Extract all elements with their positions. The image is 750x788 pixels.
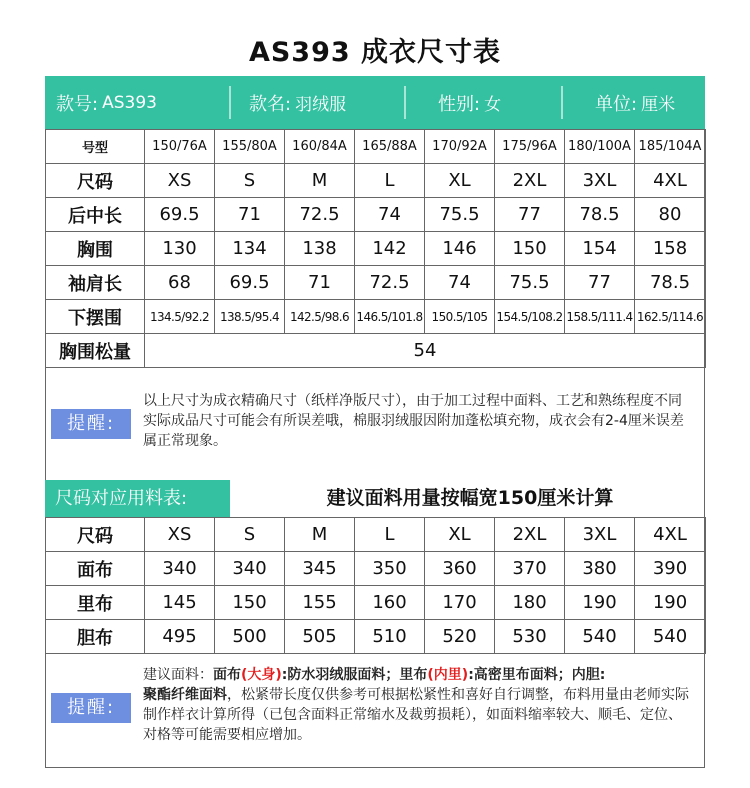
- model-number-value: AS393: [102, 92, 157, 113]
- row-label: 里布: [46, 586, 145, 620]
- unit-key: 单位:: [595, 93, 638, 115]
- table-cell: 74: [425, 266, 495, 300]
- table-cell: XL: [425, 164, 495, 198]
- table-cell: 360: [425, 552, 495, 586]
- page-title: AS393 成衣尺寸表: [248, 37, 502, 68]
- table-cell: 150.5/105: [425, 300, 495, 334]
- fabric-usage-label: 尺码对应用料表:: [45, 480, 230, 517]
- table-cell: 69.5: [145, 198, 215, 232]
- table-cell: XS: [145, 164, 215, 198]
- table-cell: 138.5/95.4: [215, 300, 285, 334]
- table-cell: L: [355, 164, 425, 198]
- table-row: [46, 552, 706, 586]
- table-cell: 155: [285, 586, 355, 620]
- row-label: 号型: [46, 130, 145, 164]
- table-cell: 68: [145, 266, 215, 300]
- fabric-reminder-note: [45, 651, 705, 768]
- table-cell: 75.5: [495, 266, 565, 300]
- table-cell: 165/88A: [355, 130, 425, 164]
- reminder-text: 以上尺寸为成衣精确尺寸（纸样净版尺寸），由于加工过程中面料、工艺和熟练程度不同实际成品尺寸可能会有所误差哦，棉服羽绒服因附加蓬松填充物，成衣会有2-4厘米误差属正常现象。: [143, 393, 684, 449]
- row-label: 胸围: [46, 232, 145, 266]
- table-cell: 155/80A: [215, 130, 285, 164]
- chest-ease-label: 胸围松量: [46, 334, 145, 368]
- table-cell: 150: [495, 232, 565, 266]
- table-cell: 69.5: [215, 266, 285, 300]
- table-cell: 138: [285, 232, 355, 266]
- style-name-key: 款名:: [249, 93, 292, 115]
- table-cell: 180: [495, 586, 565, 620]
- table-cell: 71: [215, 198, 285, 232]
- table-cell: 4XL: [635, 164, 706, 198]
- gender: [406, 76, 563, 129]
- table-cell: 180/100A: [565, 130, 635, 164]
- row-label: 胆布: [46, 620, 145, 654]
- info-header: [45, 76, 705, 129]
- table-cell: S: [215, 164, 285, 198]
- lining-tag: (内里): [427, 667, 469, 683]
- table-cell: XS: [145, 518, 215, 552]
- lining-desc: :高密里布面料；内胆:: [468, 667, 606, 683]
- face-fabric-desc: :防水羽绒服面料；里布: [281, 667, 428, 683]
- table-cell: 146: [425, 232, 495, 266]
- fabric-usage-subtitle: 建议面料用量按幅宽150厘米计算: [326, 487, 614, 509]
- size-chart-table: [45, 129, 706, 368]
- table-cell: 2XL: [495, 518, 565, 552]
- fabric-reminder-badge: 提醒:: [51, 693, 131, 723]
- table-cell: 500: [215, 620, 285, 654]
- table-cell: 350: [355, 552, 425, 586]
- table-cell: 150/76A: [145, 130, 215, 164]
- table-cell: L: [355, 518, 425, 552]
- table-cell: 520: [425, 620, 495, 654]
- table-cell: 162.5/114.6: [635, 300, 706, 334]
- table-cell: 142: [355, 232, 425, 266]
- fabric-usage-header: [45, 480, 705, 517]
- table-cell: 390: [635, 552, 706, 586]
- fabric-usage-table: [45, 517, 706, 654]
- row-label: 袖肩长: [46, 266, 145, 300]
- table-cell: 540: [565, 620, 635, 654]
- table-row: [46, 586, 706, 620]
- table-row: [46, 620, 706, 654]
- table-cell: 72.5: [285, 198, 355, 232]
- table-cell: 370: [495, 552, 565, 586]
- table-cell: 530: [495, 620, 565, 654]
- row-label: 后中长: [46, 198, 145, 232]
- table-cell: 175/96A: [495, 130, 565, 164]
- table-row: [46, 232, 706, 266]
- table-cell: 74: [355, 198, 425, 232]
- table-cell: M: [285, 518, 355, 552]
- table-cell: 505: [285, 620, 355, 654]
- chest-ease-value: 54: [145, 334, 706, 368]
- table-cell: 154: [565, 232, 635, 266]
- row-label: 面布: [46, 552, 145, 586]
- table-cell: 160: [355, 586, 425, 620]
- reminder-badge: 提醒:: [51, 409, 131, 439]
- table-cell: 145: [145, 586, 215, 620]
- table-cell: 495: [145, 620, 215, 654]
- face-fabric-tag: (大身): [241, 667, 282, 683]
- table-cell: 80: [635, 198, 706, 232]
- table-cell: 2XL: [495, 164, 565, 198]
- table-cell: 146.5/101.8: [355, 300, 425, 334]
- face-fabric-label: 面布: [213, 667, 241, 683]
- table-cell: M: [285, 164, 355, 198]
- table-cell: 340: [145, 552, 215, 586]
- table-cell: 77: [565, 266, 635, 300]
- gender-value: 女: [484, 95, 502, 115]
- table-cell: 540: [635, 620, 706, 654]
- table-cell: 170/92A: [425, 130, 495, 164]
- table-cell: XL: [425, 518, 495, 552]
- style-name-value: 羽绒服: [295, 95, 347, 115]
- table-cell: 185/104A: [635, 130, 706, 164]
- table-cell: 158: [635, 232, 706, 266]
- table-cell: 160/84A: [285, 130, 355, 164]
- table-cell: 3XL: [565, 518, 635, 552]
- table-row: [46, 300, 706, 334]
- gender-key: 性别:: [438, 93, 481, 115]
- table-cell: 510: [355, 620, 425, 654]
- table-cell: 190: [565, 586, 635, 620]
- inner-fabric: 聚酯纤维面料: [143, 687, 227, 703]
- unit-value: 厘米: [641, 95, 676, 115]
- fabric-reminder-body: ，松紧带长度仅供参考可根据松紧性和喜好自行调整，布料用量由老师实际制作样衣计算所得（已包含面料正常缩水及裁剪损耗），如面料缩率较大、顺毛、定位、对格等可能需要相应增加。: [143, 687, 689, 743]
- fabric-reminder-text: [143, 665, 693, 745]
- fabric-reminder-lead: 建议面料：: [143, 667, 213, 683]
- table-cell: 75.5: [425, 198, 495, 232]
- model-number: [45, 76, 231, 129]
- table-cell: 170: [425, 586, 495, 620]
- table-cell: 134.5/92.2: [145, 300, 215, 334]
- table-cell: 154.5/108.2: [495, 300, 565, 334]
- table-cell: S: [215, 518, 285, 552]
- table-cell: 380: [565, 552, 635, 586]
- unit: [563, 76, 705, 129]
- style-name: [231, 76, 406, 129]
- model-number-key: 款号:: [56, 93, 99, 115]
- table-cell: 190: [635, 586, 706, 620]
- table-cell: 134: [215, 232, 285, 266]
- table-row: [46, 164, 706, 198]
- table-cell: 130: [145, 232, 215, 266]
- table-cell: 345: [285, 552, 355, 586]
- table-cell: 78.5: [565, 198, 635, 232]
- table-cell: 71: [285, 266, 355, 300]
- table-cell: 158.5/111.4: [565, 300, 635, 334]
- table-cell: 3XL: [565, 164, 635, 198]
- table-row: [46, 130, 706, 164]
- table-cell: 340: [215, 552, 285, 586]
- row-label: 尺码: [46, 164, 145, 198]
- table-row: [46, 266, 706, 300]
- table-cell: 4XL: [635, 518, 706, 552]
- table-cell: 78.5: [635, 266, 706, 300]
- reminder-note: [45, 371, 705, 480]
- table-cell: 77: [495, 198, 565, 232]
- row-label: 尺码: [46, 518, 145, 552]
- table-cell: 142.5/98.6: [285, 300, 355, 334]
- row-label: 下摆围: [46, 300, 145, 334]
- table-row: [46, 518, 706, 552]
- table-row: [46, 198, 706, 232]
- table-row: [46, 334, 706, 368]
- table-cell: 150: [215, 586, 285, 620]
- table-cell: 72.5: [355, 266, 425, 300]
